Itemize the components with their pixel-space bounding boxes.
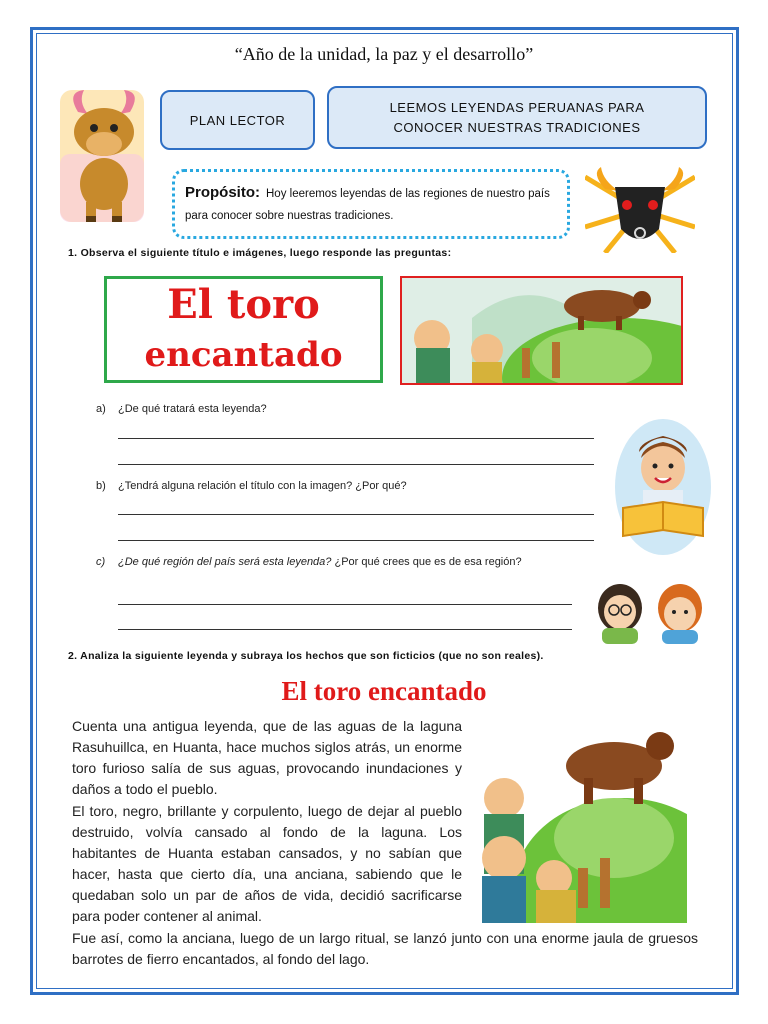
legend-paragraph-3: Fue así, como la anciana, luego de un largo ritual, se lanzó junto con una enorme jaula de gruesos barrotes de fierro encantados, al fondo del lago. (72, 930, 698, 967)
theme-box (327, 86, 707, 149)
question-b-text: ¿Tendrá alguna relación el título con la imagen? ¿Por qué? (118, 480, 407, 492)
section1-heading: 1. Observa el siguiente título e imágenes, luego responde las preguntas: (68, 247, 452, 259)
question-b (96, 480, 407, 492)
answer-line[interactable] (118, 464, 594, 465)
answer-line[interactable] (118, 438, 594, 439)
legend-title: El toro encantado (281, 676, 487, 706)
question-b-letter: b) (96, 480, 106, 492)
plan-lector-label: PLAN LECTOR (189, 112, 286, 128)
bull-scene-illustration (402, 278, 683, 385)
two-children-icon (588, 578, 714, 644)
question-a-letter: a) (96, 403, 106, 415)
question-a-text: ¿De qué tratará esta leyenda? (118, 403, 267, 415)
purpose-label: Propósito: (185, 184, 260, 201)
legend-paragraph-1: Cuenta una antigua leyenda, que de las aguas de la laguna Rasuhuillca, en Huanta, hace muchos siglos atrás, un enorme toro furioso salía de sus aguas, provocando inundaciones y daños a todo el pueblo. (72, 718, 462, 797)
answer-line[interactable] (118, 604, 572, 605)
bull-head-icon (585, 167, 695, 253)
legend-paragraph-2: El toro, negro, brillante y corpulento, luego de dejar al pueblo destruido, volvía cansado al fondo de la laguna. Los habitantes de Huanta estaban cansados, y no sabían que hacer, hasta que cierto día, una anciana, sabiendo que le quedaban solo un par de años de vida, decidió sacrificarse para poder contener al animal. (72, 803, 462, 924)
answer-line[interactable] (118, 629, 572, 630)
bull-scene-illustration (474, 718, 687, 923)
reading-boy-icon (613, 418, 713, 556)
question-a (96, 403, 267, 415)
theme-line-2: CONOCER NUESTRAS TRADICIONES (393, 119, 641, 135)
question-c-text: ¿De qué región del país será esta leyenda? (118, 556, 332, 568)
section2-heading: 2. Analiza la siguiente leyenda y subraya los hechos que son ficticios (que no son reales). (68, 650, 544, 662)
question-c (96, 556, 522, 568)
motto-header: “Año de la unidad, la paz y el desarrollo” (234, 44, 534, 64)
answer-line[interactable] (118, 514, 594, 515)
plan-lector-box (160, 90, 315, 150)
question-c-text2: ¿Por qué crees que es de esa región? (334, 556, 522, 568)
answer-line[interactable] (118, 540, 594, 541)
question-c-letter: c) (96, 556, 106, 568)
story-title-line2: encantado (144, 334, 343, 375)
story-title-line1: El toro (167, 280, 320, 328)
purpose-box (172, 169, 570, 239)
story-title-card (104, 276, 383, 383)
legend-illustration-bottom (474, 718, 687, 923)
legend-illustration-top (400, 276, 683, 385)
bull-cartoon-icon (56, 84, 152, 228)
theme-line-1: LEEMOS LEYENDAS PERUANAS PARA (389, 99, 645, 115)
purpose-text: Hoy leeremos leyendas de las regiones de nuestro país para conocer sobre nuestras tradiciones. (185, 188, 550, 222)
